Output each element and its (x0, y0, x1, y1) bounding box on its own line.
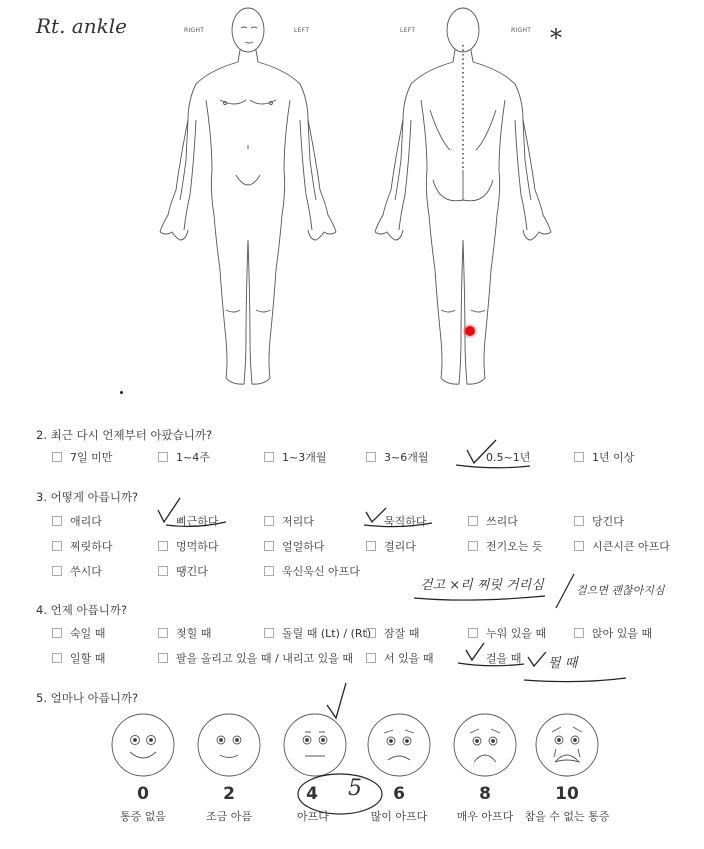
front-left-label: LEFT (294, 27, 310, 34)
option-label: 묵직하다 (384, 515, 427, 528)
option-label: 1년 이상 (592, 451, 635, 464)
q3-title: 3. 어떻게 아픕니까? (36, 490, 139, 504)
option-label: 멍먹하다 (176, 540, 219, 553)
option-label: 서 있을 때 (384, 652, 434, 665)
handwritten-note-running: 뛸 때 (548, 656, 578, 671)
handwritten-note-walking: 걷고 ×리 찌릿 거리심 (420, 578, 544, 593)
option-label: 욱신욱신 아프다 (282, 565, 360, 578)
option-label: 시큰시큰 아프다 (592, 540, 670, 553)
option-label: 팔을 올리고 있을 때 / 내리고 있을 때 (176, 652, 353, 665)
face-label-10: 참을 수 없는 통증 (524, 810, 610, 823)
q2-title: 2. 최근 다시 언제부터 아팠습니까? (36, 428, 213, 442)
option-label: 젖힐 때 (176, 627, 212, 640)
face-label-2: 조금 아픔 (205, 810, 252, 823)
q5-title: 5. 얼마나 아픕니까? (36, 691, 139, 705)
option-label: 누워 있을 때 (486, 627, 547, 640)
back-left-label: LEFT (400, 27, 416, 34)
option-label: 당긴다 (592, 515, 624, 528)
option-label: 3~6개월 (384, 451, 429, 464)
face-10-icon[interactable] (536, 714, 598, 776)
option-label: 걸을 때 (486, 652, 522, 665)
option-label: 1~4주 (176, 451, 210, 464)
q4-title: 4. 언제 아픕니까? (36, 603, 128, 617)
option-label: 숙일 때 (70, 627, 106, 640)
face-number-8: 8 (479, 784, 491, 804)
face-label-4: 아프다 (297, 810, 329, 823)
option-label: 전기오는 듯 (486, 540, 543, 553)
face-number-4: 4 (306, 784, 318, 804)
option-label: 찌릿하다 (70, 540, 113, 553)
face-0-icon[interactable] (112, 714, 174, 776)
face-number-10: 10 (555, 784, 579, 804)
option-label: 삐근하다 (176, 515, 219, 528)
option-label: 쓰리다 (486, 515, 518, 528)
option-label: 0.5~1년 (486, 451, 531, 464)
face-8-icon[interactable] (454, 714, 516, 776)
option-label: 저리다 (282, 515, 314, 528)
option-label: 돌릴 때 (Lt) / (Rt) (282, 627, 372, 640)
option-label: 일할 때 (70, 652, 106, 665)
face-4-icon[interactable] (284, 714, 346, 776)
face-number-2: 2 (223, 784, 235, 804)
option-label: 1~3개월 (282, 451, 327, 464)
handwritten-asterisk: * (550, 24, 562, 52)
face-label-8: 매우 아프다 (456, 810, 514, 823)
face-number-6: 6 (393, 784, 405, 804)
face-2-icon[interactable] (198, 714, 260, 776)
face-number-0: 0 (137, 784, 149, 804)
option-label: 쑤시다 (70, 565, 102, 578)
option-label: 잠잘 때 (384, 627, 420, 640)
option-label: 7일 미만 (70, 451, 113, 464)
option-label: 땡긴다 (176, 565, 208, 578)
option-label: 얼얼하다 (282, 540, 325, 553)
front-right-label: RIGHT (184, 27, 205, 34)
option-label: 결리다 (384, 540, 416, 553)
handwritten-note-after-walking: 걸으면 괜찮아지심 (576, 584, 665, 597)
face-label-6: 많이 아프다 (370, 810, 428, 823)
handwritten-location-note: Rt. ankle (36, 14, 127, 38)
option-label: 앉아 있을 때 (592, 627, 653, 640)
face-label-0: 통증 없음 (119, 810, 166, 823)
handwritten-pain-score: 5 (348, 776, 362, 801)
option-label: 애리다 (70, 515, 102, 528)
back-right-label: RIGHT (511, 27, 532, 34)
face-6-icon[interactable] (368, 714, 430, 776)
